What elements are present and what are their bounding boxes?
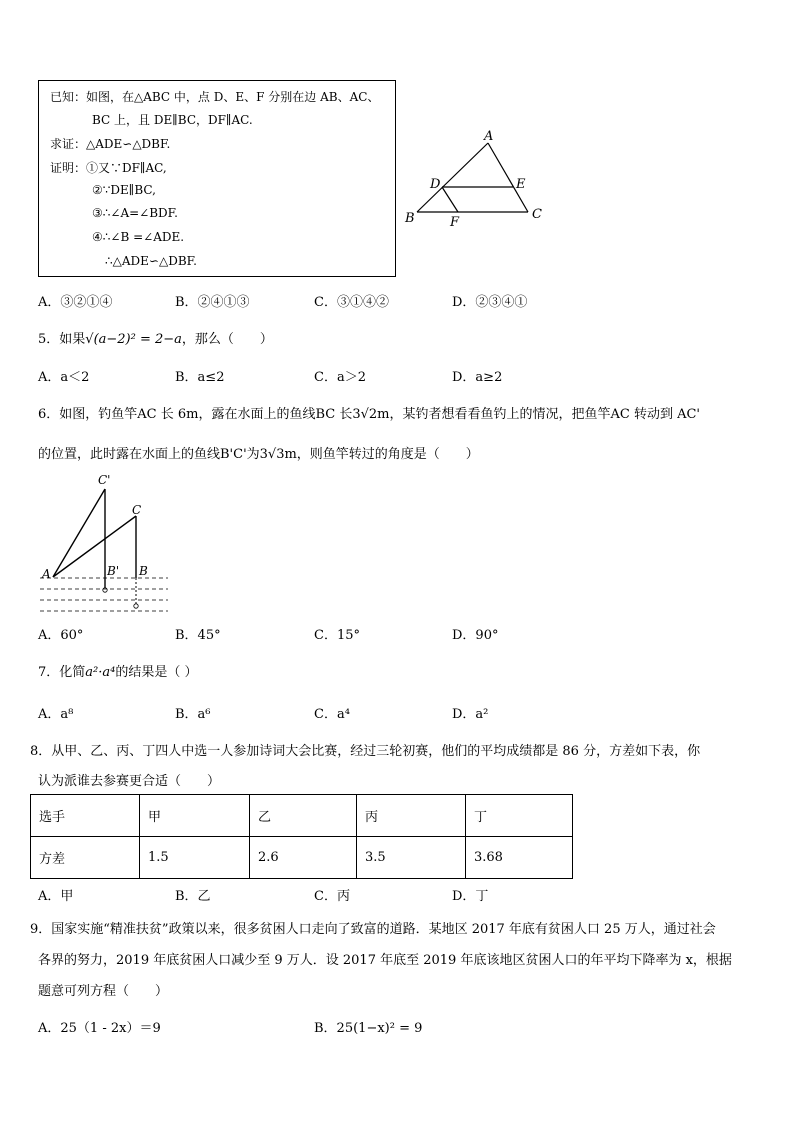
q9-option-a[interactable]: A．25（1 - 2x）＝9 [38, 1021, 161, 1036]
label-d: D [430, 177, 441, 192]
q8-option-a[interactable]: A．甲 [38, 889, 74, 904]
rod-ac-prime [53, 489, 105, 577]
label-e: E [516, 177, 526, 192]
label-b: B [139, 564, 148, 578]
label-b: B [405, 211, 415, 226]
q6-option-b[interactable]: B．45° [175, 628, 221, 643]
q6-stem-line2 [38, 443, 479, 462]
triangle-figure [400, 128, 550, 230]
q7-stem [38, 661, 197, 680]
proof-step-4: ④∴∠B =∠ADE. [92, 230, 185, 244]
q6-option-c[interactable]: C．15° [314, 628, 360, 643]
proof-step-1: 证明：①又∵DF∥AC, [50, 161, 167, 175]
table-cell: 3.68 [466, 837, 573, 879]
q7-stem-prefix: 7．化简 [38, 665, 86, 680]
segment-df [442, 187, 458, 212]
q6-line1-text-a: 6．如图，钓鱼竿AC 长 6m，露在水面上的鱼线BC 长 [38, 407, 353, 422]
q5-option-d[interactable]: D．a≥2 [452, 370, 503, 385]
fishing-rod-figure [38, 470, 170, 618]
q7-option-c[interactable]: C．a⁴ [314, 707, 350, 722]
label-a: A [42, 567, 51, 581]
proof-line-prove: 求证：△ADE∽△DBF. [50, 137, 171, 151]
label-b-prime: B' [107, 564, 120, 578]
q9-stem-line2: 各界的努力，2019 年底贫困人口减少至 9 万人．设 2017 年底至 2019 年底该地区贫困人口的年平均下降率为 x，根据 [38, 953, 732, 968]
q4-option-c[interactable]: C．③①④② [314, 295, 389, 310]
table-cell: 乙 [250, 795, 357, 837]
q4-option-b[interactable]: B．②④①③ [175, 295, 250, 310]
q7-option-a[interactable]: A．a⁸ [38, 707, 74, 722]
q6-line1-text-b: m，某钓者想看看鱼钓上的情况，把鱼竿AC 转动到 AC' [377, 407, 701, 422]
q6-line2-text-a: 的位置，此时露在水面上的鱼线B'C'为 [38, 447, 260, 462]
q5-equation: √(a−2)² = 2−a [85, 332, 182, 347]
q5-option-c[interactable]: C．a＞2 [314, 370, 366, 385]
q8-option-d[interactable]: D．丁 [452, 889, 489, 904]
q5-option-a[interactable]: A．a＜2 [38, 370, 90, 385]
proof-line-given: 已知：如图，在△ABC 中，点 D、E、F 分别在边 AB、AC、 [50, 90, 380, 104]
q8-stem-line2: 认为派谁去参赛更合适（ ） [38, 774, 221, 789]
q9-stem-line3: 题意可列方程（ ） [38, 984, 169, 999]
q9-stem-line1: 9．国家实施“精准扶贫”政策以来，很多贫困人口走向了致富的道路．某地区 2017 年底有贫困人口 25 万人，通过社会 [30, 922, 716, 937]
q8-option-c[interactable]: C．丙 [314, 889, 350, 904]
hook [134, 604, 138, 608]
table-row [31, 837, 573, 879]
variance-table [30, 794, 573, 879]
proof-box [38, 80, 396, 277]
q6-option-a[interactable]: A．60° [38, 628, 84, 643]
table-cell: 方差 [31, 837, 140, 879]
proof-step-2: ②∵DE∥BC, [92, 183, 156, 197]
q5-stem-prefix: 5．如果 [38, 332, 86, 347]
label-f: F [450, 215, 460, 230]
q6-line2-text-b: m，则鱼竿转过的角度是（ ） [284, 447, 479, 462]
proof-line-given-cont: BC 上，且 DE∥BC，DF∥AC. [92, 113, 253, 127]
label-c-prime: C' [98, 473, 111, 487]
table-row [31, 795, 573, 837]
label-c: C [532, 207, 542, 222]
q5-stem-suffix: ，那么（ ） [181, 332, 273, 347]
q7-option-d[interactable]: D．a² [452, 707, 489, 722]
q6-bc-prime-length: 3√3 [259, 447, 285, 462]
table-cell: 3.5 [357, 837, 466, 879]
q8-stem-line1: 8．从甲、乙、丙、丁四人中选一人参加诗词大会比赛，经过三轮初赛，他们的平均成绩都是 86 分，方差如下表，你 [30, 744, 701, 759]
table-cell: 甲 [140, 795, 250, 837]
table-cell: 丁 [466, 795, 573, 837]
hook-prime [103, 588, 107, 592]
label-c: C [132, 503, 142, 517]
q7-stem-suffix: 的结果是（ ） [115, 665, 198, 680]
q8-option-b[interactable]: B．乙 [175, 889, 211, 904]
proof-step-3: ③∴∠A=∠BDF. [92, 206, 178, 220]
q5-stem [38, 328, 273, 347]
label-a: A [484, 129, 494, 144]
table-cell: 选手 [31, 795, 140, 837]
q6-bc-length: 3√2 [352, 407, 378, 422]
table-cell: 2.6 [250, 837, 357, 879]
side-ab [417, 143, 488, 212]
table-cell: 1.5 [140, 837, 250, 879]
q4-option-d[interactable]: D．②③④① [452, 295, 528, 310]
q6-option-d[interactable]: D．90° [452, 628, 499, 643]
rod-ac [53, 516, 136, 577]
proof-conclusion: ∴△ADE∽△DBF. [105, 254, 197, 268]
table-cell: 丙 [357, 795, 466, 837]
q5-option-b[interactable]: B．a≤2 [175, 370, 225, 385]
q4-option-a[interactable]: A．③②①④ [38, 295, 113, 310]
q9-option-b[interactable]: B．25(1−x)² = 9 [314, 1021, 423, 1036]
q7-expression: a²·a⁴ [85, 665, 116, 680]
q7-option-b[interactable]: B．a⁶ [175, 707, 211, 722]
q6-stem-line1 [38, 403, 700, 422]
